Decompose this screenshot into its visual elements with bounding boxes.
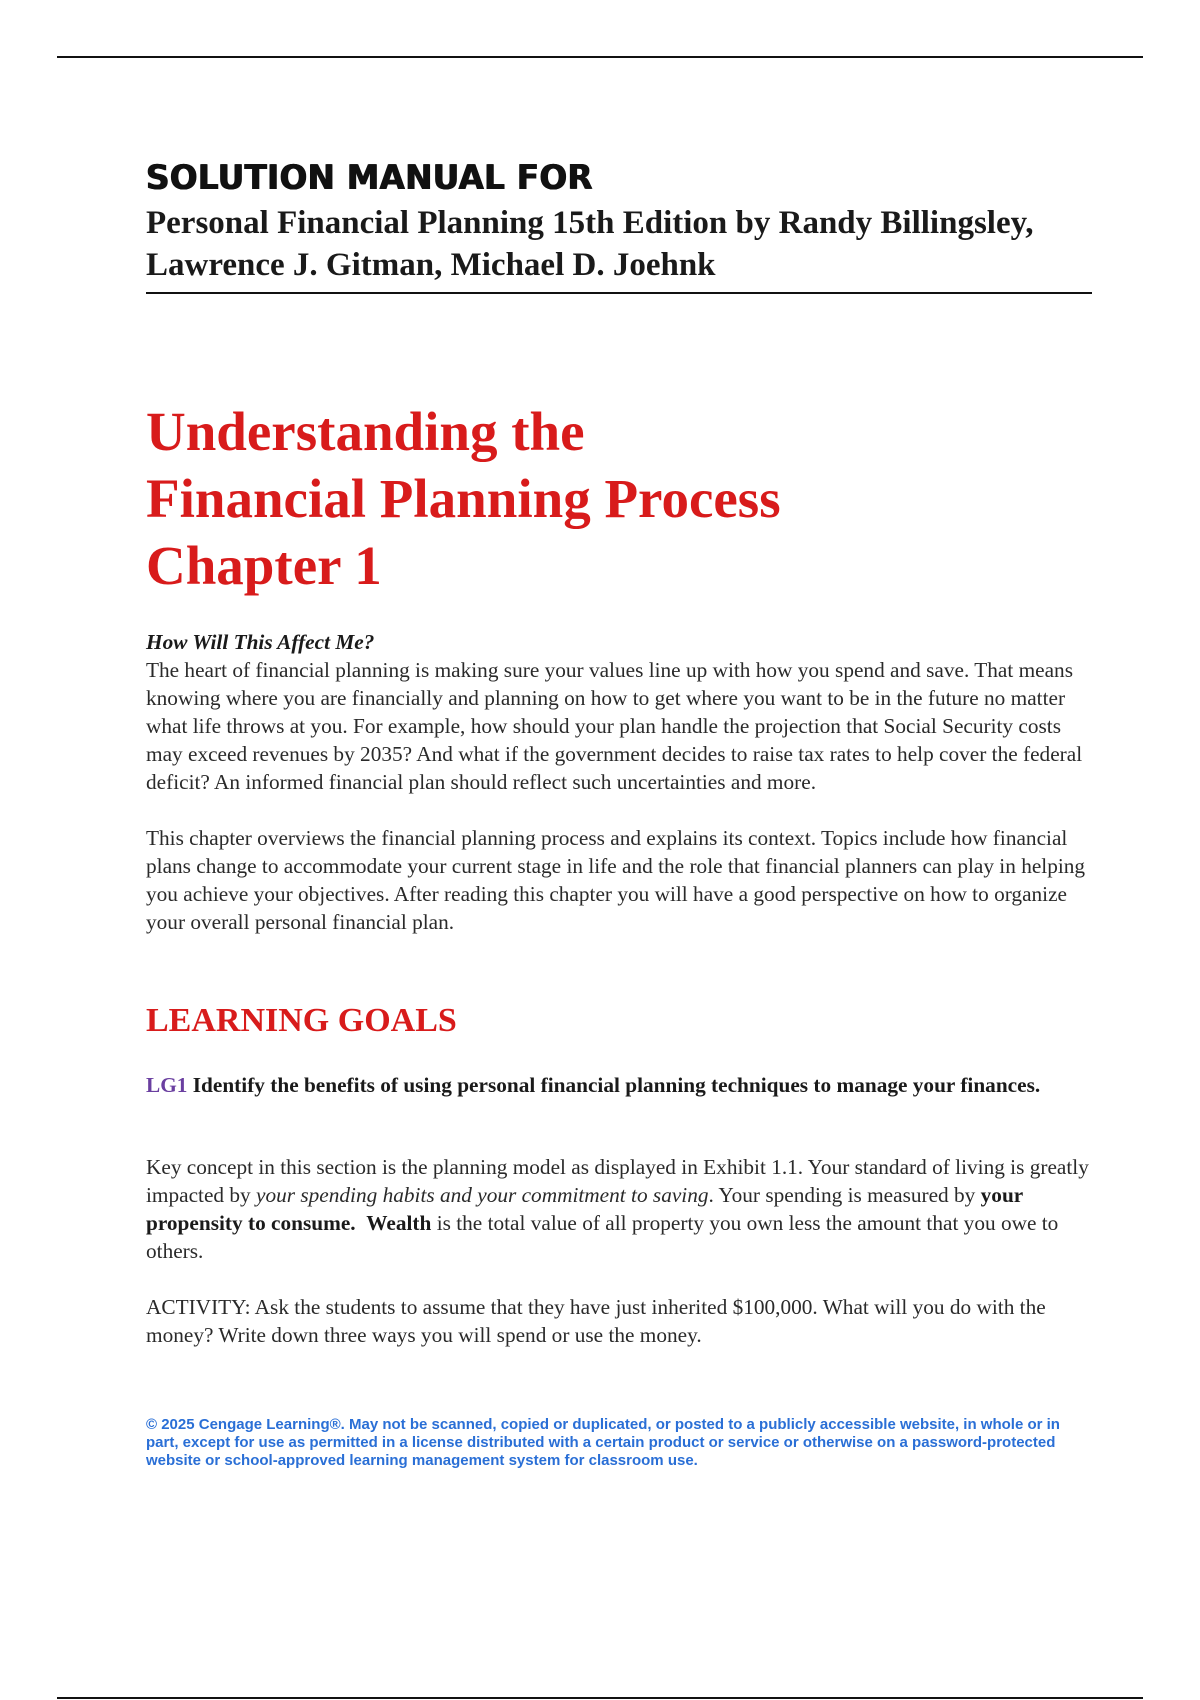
copyright-notice: © 2025 Cengage Learning®. May not be scanned, copied or duplicated, or posted to a publicly accessible website, in whole or in part, except for use as permitted in a license distributed with a certain product or service or otherwise on a password-protected website or school-approved learning management system for classroom use.: [146, 1416, 1060, 1469]
chapter-title-block: [146, 398, 1092, 599]
chapter-title-line-2: Financial Planning Process: [146, 468, 781, 529]
intro-section: [146, 628, 1092, 936]
key-concept-paragraph: [146, 1153, 1092, 1265]
document-header: [146, 158, 1092, 294]
key-concept-italic: your spending habits and your commitment to saving: [256, 1183, 709, 1207]
chapter-title: [146, 398, 1092, 599]
book-title: Personal Financial Planning 15th Edition by Randy Billingsley, Lawrence J. Gitman, Michael D. Joehnk: [146, 202, 1092, 294]
intro-paragraph-2: This chapter overviews the financial planning process and explains its context. Topics include how financial plans change to accommodate your current stage in life and the role that financial planners can play in helping you achieve your objectives. After reading this chapter you will have a good perspective on how to organize your overall personal financial plan.: [146, 826, 1086, 934]
activity-paragraph: ACTIVITY: Ask the students to assume that they have just inherited $100,000. What will you do with the money? Write down three ways you will spend or use the money.: [146, 1295, 1046, 1347]
intro-heading: How Will This Affect Me?: [146, 630, 375, 654]
key-concept-text-3: [356, 1211, 367, 1235]
chapter-title-line-3: Chapter 1: [146, 535, 382, 596]
learning-goal-code: LG1: [146, 1073, 188, 1097]
bottom-rule: [57, 1697, 1143, 1699]
key-concept-text-4: is the total value of all property you own less the amount that you owe to others.: [146, 1211, 1059, 1263]
learning-goals-heading: LEARNING GOALS: [146, 1002, 457, 1039]
top-rule: [57, 56, 1143, 58]
learning-goal-1: [146, 1071, 1092, 1099]
solution-manual-label: SOLUTION MANUAL FOR: [146, 158, 593, 198]
key-concept-bold-wealth: Wealth: [366, 1211, 432, 1235]
key-concept-bold-propensity: your propensity to consume.: [146, 1183, 1023, 1235]
key-concept-text-1: Key concept in this section is the planning model as displayed in Exhibit 1.1. Your standard of living is greatly impacted by: [146, 1155, 1089, 1207]
intro-paragraph-1: [146, 628, 1092, 796]
intro-paragraph-1-text: The heart of financial planning is making sure your values line up with how you spend and save. That means knowing where you are financially and planning on how to get where you want to be in the future no matter what life throws at you. For example, how should your plan handle the projection that Social Security costs may exceed revenues by 2035? And what if the government decides to raise tax rates to help cover the federal deficit? An informed financial plan should reflect such uncertainties and more.: [146, 658, 1083, 794]
key-concept-text-2: . Your spending is measured by: [708, 1183, 981, 1207]
chapter-title-line-1: Understanding the: [146, 401, 585, 462]
learning-goal-text: Identify the benefits of using personal financial planning techniques to manage your finances.: [192, 1073, 1041, 1097]
